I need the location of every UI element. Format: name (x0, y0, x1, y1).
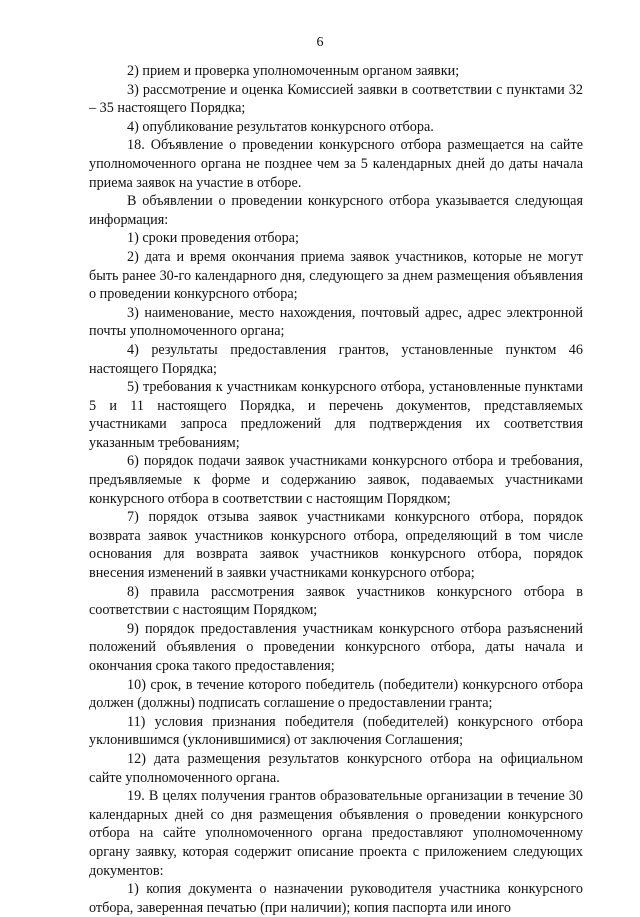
paragraph-clause-19: 19. В целях получения грантов образовательные организации в течение 30 календарных дней со дня размещения объявления о проведении конкурсного отбора на сайте уполномоченного органа предоставляют уполномоченному органу заявку, которая содержит описание проекта с приложением следующих документов: (89, 788, 583, 879)
paragraph-info-12: 12) дата размещения результатов конкурсного отбора на официальном сайте уполномоченного органа. (89, 750, 583, 786)
paragraph-info-1: 1) сроки проведения отбора; (127, 230, 299, 247)
paragraph-clause-18: 18. Объявление о проведении конкурсного отбора размещается на сайте уполномоченного органа не позднее чем за 5 календарных дней до даты начала приема заявок на участие в отборе. (89, 137, 583, 191)
paragraph-info-7: 7) порядок отзыва заявок участниками конкурсного отбора, порядок возврата заявок участников конкурсного отбора, определяющий в том числе основания для возврата заявок участников конкурсного отбора, порядок внесения изменений в заявки участниками конкурсного отбора; (89, 509, 583, 582)
paragraph-info-8: 8) правила рассмотрения заявок участников конкурсного отбора в соответствии с настоящим Порядком; (89, 583, 583, 619)
paragraph-info-10: 10) срок, в течение которого победитель (победители) конкурсного отбора должен (должны) подписать соглашение о предоставлении гранта; (89, 676, 583, 712)
paragraph-item-2: 2) прием и проверка уполномоченным органом заявки; (127, 63, 460, 79)
paragraph-info-5: 5) требования к участникам конкурсного отбора, установленные пунктами 5 и 11 настоящего Порядка, и перечень документов, представляемых участниками запроса предложений для подтверждения их соответствия указанным требованиям; (89, 379, 583, 451)
paragraph-document-1: 1) копия документа о назначении руководителя участника конкурсного отбора, заверенная печатью (при наличии); копия паспорта или иного (89, 881, 583, 916)
paragraph-info-6: 6) порядок подачи заявок участниками конкурсного отбора и требования, предъявляемые к форме и содержанию заявок, подаваемых участниками конкурсного отбора в соответствии с настоящим Порядком; (89, 453, 583, 507)
paragraph-info-4: 4) результаты предоставления грантов, установленные пунктом 46 настоящего Порядка; (89, 341, 583, 377)
paragraph-info-2: 2) дата и время окончания приема заявок участников, которые не могут быть ранее 30-го календарного дня, следующего за днем размещения объявления о проведении конкурсного отбора; (89, 248, 583, 303)
paragraph-info-11: 11) условия признания победителя (победителей) конкурсного отбора уклонившимся (уклонившимися) от заключения Соглашения; (89, 713, 583, 749)
paragraph-info-3: 3) наименование, место нахождения, почтовый адрес, адрес электронной почты уполномоченного органа; (89, 304, 583, 340)
document-body (89, 62, 583, 917)
page-number: 6 (316, 35, 324, 50)
paragraph-item-3: 3) рассмотрение и оценка Комиссией заявки в соответствии с пунктами 32 – 35 настоящего Порядка; (89, 81, 583, 117)
paragraph-item-4: 4) опубликование результатов конкурсного отбора. (127, 118, 434, 135)
paragraph-info-9: 9) порядок предоставления участникам конкурсного отбора разъяснений положений объявления о проведении конкурсного отбора, даты начала и окончания срока такого предоставления; (89, 620, 583, 674)
paragraph-announcement-intro: В объявлении о проведении конкурсного отбора указывается следующая информация: (89, 193, 583, 228)
